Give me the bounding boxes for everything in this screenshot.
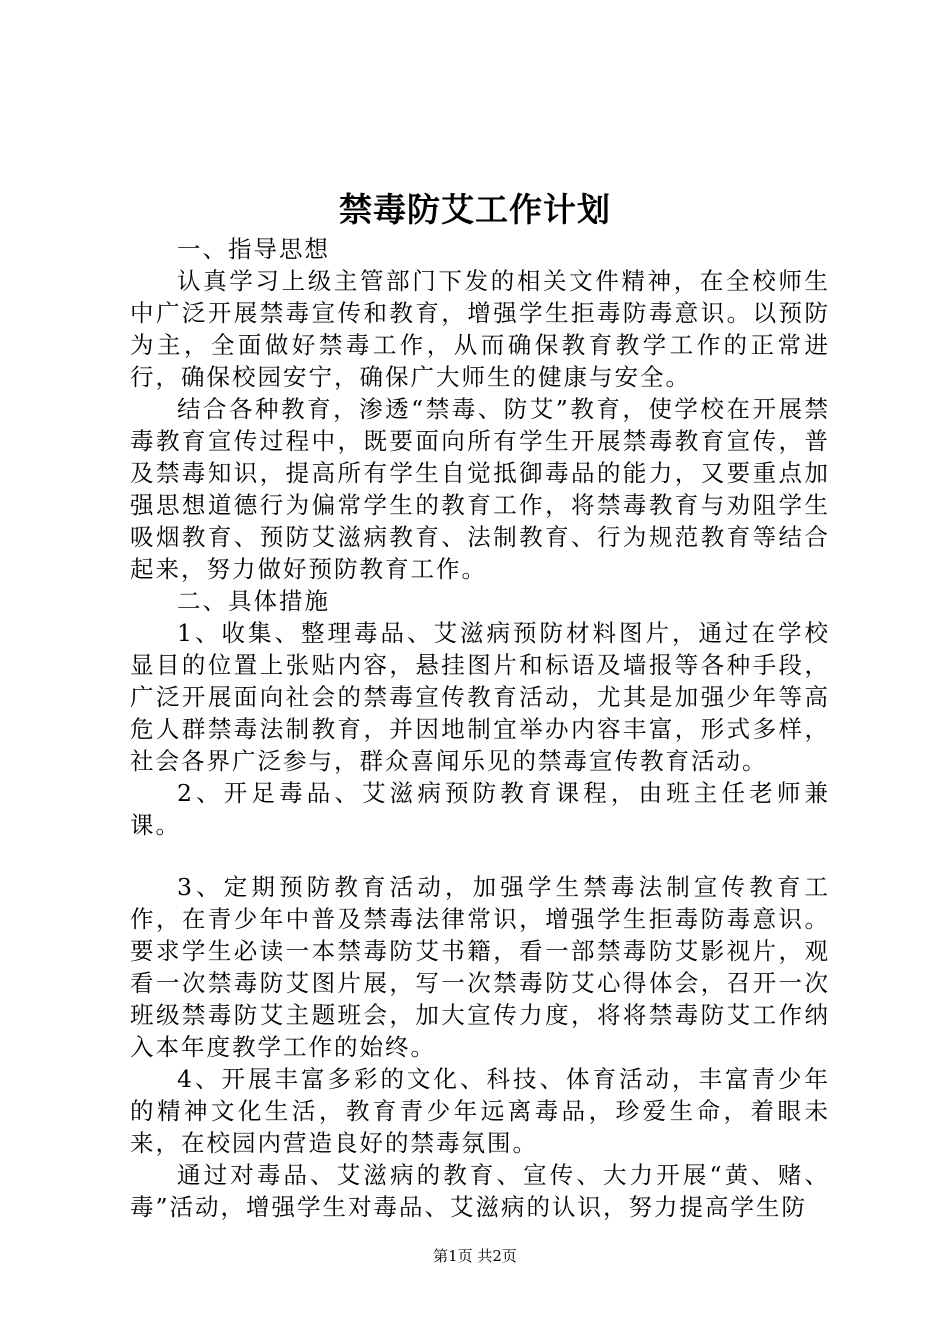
- document-body: [130, 233, 830, 1223]
- paragraph: 4、开展丰富多彩的文化、科技、体育活动，丰富青少年的精神文化生活，教育青少年远离毒品，珍爱生命，着眼未来，在校园内营造良好的禁毒氛围。: [130, 1065, 830, 1157]
- paragraph: 认真学习上级主管部门下发的相关文件精神，在全校师生中广泛开展禁毒宣传和教育，增强学生拒毒防毒意识。以预防为主，全面做好禁毒工作，从而确保教育教学工作的正常进行，确保校园安宁，确保广大师生的健康与安全。: [130, 267, 830, 391]
- paragraph: 通过对毒品、艾滋病的教育、宣传、大力开展“黄、赌、毒”活动，增强学生对毒品、艾滋病的认识，努力提高学生防: [130, 1161, 830, 1221]
- page-footer: 第1页 共2页: [433, 1247, 517, 1265]
- document-title: 禁毒防艾工作计划: [339, 190, 611, 229]
- section-heading: 一、指导思想: [177, 235, 330, 263]
- paragraph: 1、收集、整理毒品、艾滋病预防材料图片，通过在学校显目的位置上张贴内容，悬挂图片和标语及墙报等各种手段，广泛开展面向社会的禁毒宣传教育活动，尤其是加强少年等高危人群禁毒法制教育，并因地制宜举办内容丰富，形式多样，社会各界广泛参与，群众喜闻乐见的禁毒宣传教育活动。: [130, 619, 830, 775]
- paragraph: 结合各种教育，渗透“禁毒、防艾”教育，使学校在开展禁毒教育宣传过程中，既要面向所有学生开展禁毒教育宣传，普及禁毒知识，提高所有学生自觉抵御毒品的能力，又要重点加强思想道德行为偏常学生的教育工作，将禁毒教育与劝阻学生吸烟教育、预防艾滋病教育、法制教育、行为规范教育等结合起来，努力做好预防教育工作。: [130, 395, 830, 583]
- section-heading: 二、具体措施: [177, 587, 330, 615]
- paragraph: 3、定期预防教育活动，加强学生禁毒法制宣传教育工作，在青少年中普及禁毒法律常识，增强学生拒毒防毒意识。要求学生必读一本禁毒防艾书籍，看一部禁毒防艾影视片，观看一次禁毒防艾图片展，写一次禁毒防艾心得体会，召开一次班级禁毒防艾主题班会，加大宣传力度，将将禁毒防艾工作纳入本年度教学工作的始终。: [130, 873, 830, 1061]
- paragraph: 2、开足毒品、艾滋病预防教育课程，由班主任老师兼课。: [130, 779, 830, 839]
